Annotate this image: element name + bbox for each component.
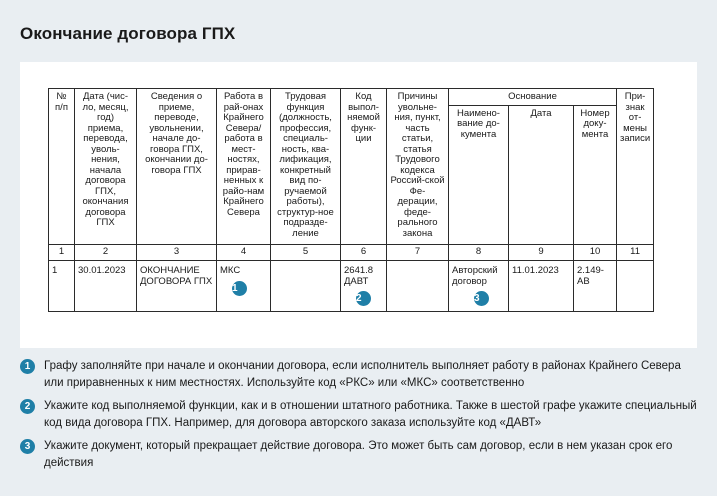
column-number: 3 [137,245,217,261]
row-document-date: 11.01.2023 [509,261,574,312]
header-cell-7: Причины увольне-ния, пункт, часть статьи, статья Трудового кодекса Россий-ской Фе-дерации, феде-рального закона [387,89,449,245]
header-cell-6: Код выпол-няемой функ-ции [341,89,387,245]
column-number: 9 [509,245,574,261]
row-number: 1 [49,261,75,312]
header-cell-11: При-знак от-мены записи [617,89,654,245]
records-table [48,88,654,312]
header-cell-8: Наимено-вание до-кумента [449,105,509,245]
footnote-badge-1: 1 [20,359,35,374]
header-cell-10: Номер доку-мента [574,105,617,245]
callout-badge-3: 3 [474,291,489,306]
column-number: 11 [617,245,654,261]
row-north-code: МКС [220,265,241,276]
column-number: 2 [75,245,137,261]
column-number: 5 [271,245,341,261]
header-cell-9: Дата [509,105,574,245]
callout-badge-1: 1 [232,281,247,296]
footnote-text: Графу заполняйте при начале и окончании договора, если исполнитель выполняет работу в районах Крайнего Севера или приравненных к ним местностях. Используйте код «РКС» или «МКС» соответственно [44,360,681,389]
row-function-code-cell [341,261,387,312]
column-number: 6 [341,245,387,261]
header-cell-1: № п/п [49,89,75,245]
row-document-name: Авторский договор [452,265,498,287]
footnote-item [20,358,700,392]
header-cell-3: Сведения о приеме, переводе, увольнении, начале до-говора ГПХ, окончании до-говора ГПХ [137,89,217,245]
header-cell-2: Дата (чис-ло, месяц, год) приема, перевода, уволь-нения, начала договора ГПХ, окончания договора ГПХ [75,89,137,245]
column-number: 1 [49,245,75,261]
row-document-number: 2.149-АВ [574,261,617,312]
column-number: 4 [217,245,271,261]
footnote-item [20,438,700,472]
row-date: 30.01.2023 [75,261,137,312]
column-numbers-row [49,245,654,261]
row-dismissal-reason [387,261,449,312]
header-cell-5: Трудовая функция (должность, профессия, специаль-ность, ква-лификация, конкретный вид по-ручаемой работы), структур-ное подразде-ление [271,89,341,245]
column-number: 7 [387,245,449,261]
row-event: ОКОНЧАНИЕ ДОГОВОРА ГПХ [137,261,217,312]
row-function-code: 2641.8 ДАВТ [344,265,374,287]
footnotes [20,358,700,478]
callout-badge-2: 2 [356,291,371,306]
row-north-code-cell [217,261,271,312]
column-number: 8 [449,245,509,261]
footnote-item [20,398,700,432]
footnote-badge-3: 3 [20,439,35,454]
page-title: Окончание договора ГПХ [20,24,236,43]
table-row [49,261,654,312]
row-job-function [271,261,341,312]
table-card [20,62,697,348]
footnote-text: Укажите документ, который прекращает действие договора. Это может быть сам договор, если в нем указан срок его действия [44,440,673,469]
header-cell-basis: Основание [449,89,617,106]
footnote-text: Укажите код выполняемой функции, как и в отношении штатного работника. Также в шестой графе укажите специальный код вида договора ГПХ. Например, для договора авторского заказа используйте код «ДАВТ» [44,400,697,429]
row-cancel-flag [617,261,654,312]
row-document-name-cell [449,261,509,312]
column-number: 10 [574,245,617,261]
footnote-badge-2: 2 [20,399,35,414]
header-cell-4: Работа в рай-онах Крайнего Севера/ работа в мест-ностях, прирав-ненных к райо-нам Крайнего Севера [217,89,271,245]
